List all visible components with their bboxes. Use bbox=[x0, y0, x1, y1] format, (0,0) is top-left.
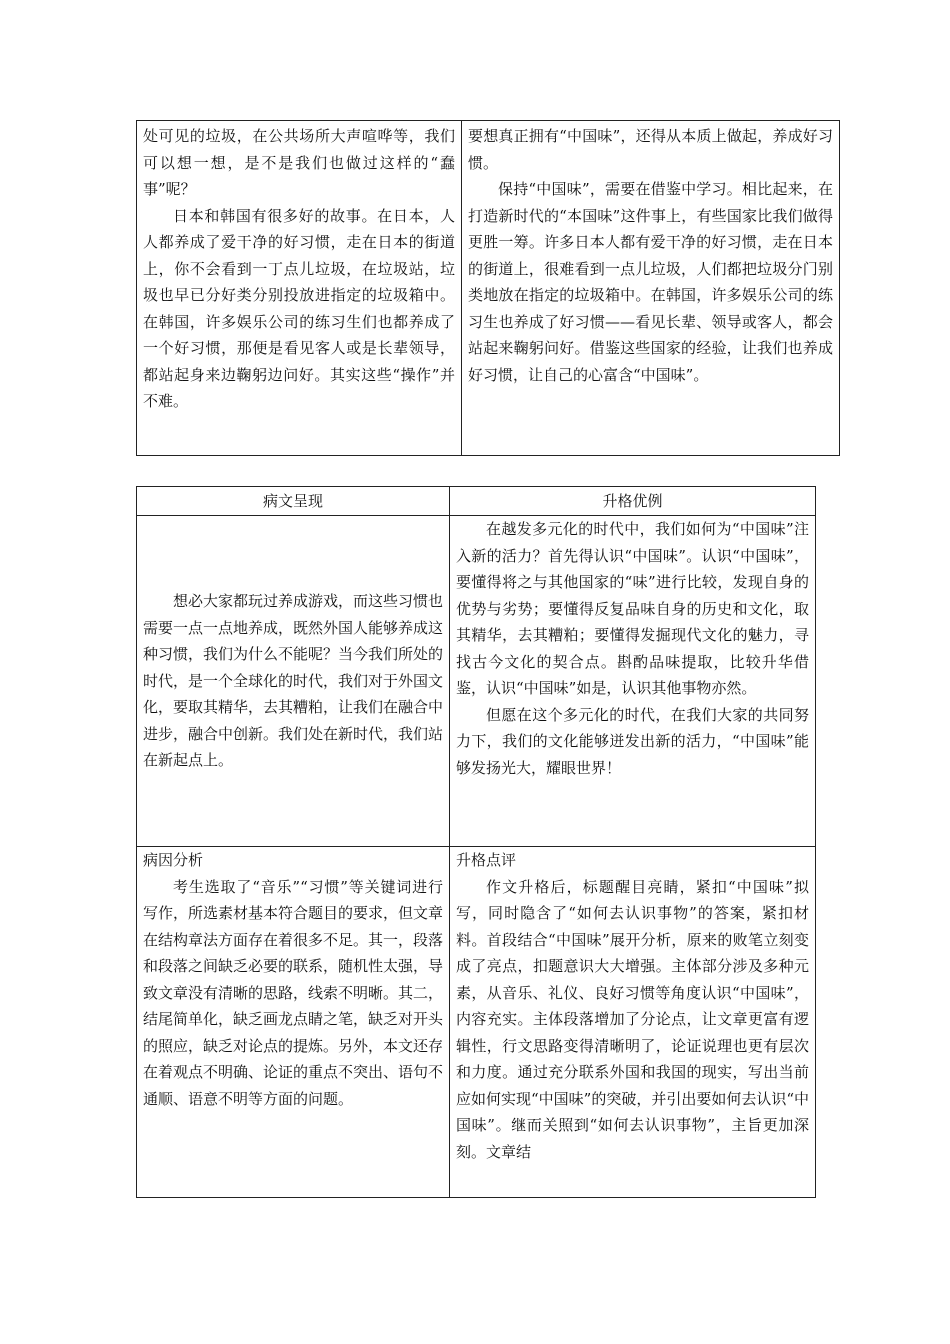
paragraph: 要想真正拥有“中国味”，还得从本质上做起，养成好习惯。 bbox=[468, 127, 833, 172]
improved-essay-cell bbox=[462, 121, 840, 456]
paragraph: 保持“中国味”，需要在借鉴中学习。相比起来，在打造新时代的“本国味”这件事上，有些国家比我们做得更胜一筹。许多日本人都有爱干净的好习惯，走在日本的街道上，很难看到一点儿垃圾，人们都把垃圾分门别类地放在指定的垃圾箱中。在韩国，许多娱乐公司的练习生也养成了好习惯——看见长辈、领导或客人，都会站起来鞠躬问好。借鉴这些国家的经验，让我们也养成好习惯，让自己的心富含“中国味”。 bbox=[468, 180, 833, 384]
paragraph: 想必大家都玩过养成游戏，而这些习惯也需要一点一点地养成，既然外国人能够养成这种习惯，我们为什么不能呢？当今我们所处的时代，是一个全球化的时代，我们对于外国文化，要取其精华，去其糟粕，让我们在融合中进步，融合中创新。我们处在新时代，我们站在新起点上。 bbox=[143, 592, 444, 770]
paragraph: 考生选取了“音乐”“习惯”等关键词进行写作，所选素材基本符合题目的要求，但文章在结构章法方面存在着很多不足。其一，段落和段落之间缺乏必要的联系，随机性太强，导致文章没有清晰的思路，线索不明晰。其二，结尾简单化，缺乏画龙点睛之笔，缺乏对开头的照应，缺乏对论点的提炼。另外，本文还存在着观点不明确、论证的重点不突出、语句不通顺、语意不明等方面的问题。 bbox=[143, 877, 444, 1108]
essay-comparison-table bbox=[136, 486, 816, 1198]
original-text-cell bbox=[137, 516, 450, 847]
paragraph: 在越发多元化的时代中，我们如何为“中国味”注入新的活力？首先得认识“中国味”。认识“中国味”，要懂得将之与其他国家的“味”进行比较，发现自身的优势与劣势；要懂得反复品味自身的历史和文化，取其精华，去其糟粕；要懂得发掘现代文化的魅力，寻找古今文化的契合点。斟酌品味提取，比较升华借鉴，认识“中国味”如是，认识其他事物亦然。 bbox=[456, 520, 809, 697]
paragraph: 日本和韩国有很多好的故事。在日本，人人都养成了爱干净的好习惯，走在日本的街道上，你不会看到一丁点儿垃圾，在垃圾站，垃圾也早已分好类分别投放进指定的垃圾箱中。在韩国，许多娱乐公司的练习生们也都养成了一个好习惯，那便是看见客人或是长辈领导，都站起身来边鞠躬边问好。其实这些“操作”并不难。 bbox=[143, 206, 455, 410]
header-improved: 升格优例 bbox=[450, 487, 816, 516]
paragraph: 但愿在这个多元化的时代，在我们大家的共同努力下，我们的文化能够迸发出新的活力，“中国味”能够发扬光大，耀眼世界！ bbox=[456, 705, 809, 777]
paragraph: 处可见的垃圾，在公共场所大声喧哗等，我们可以想一想，是不是我们也做过这样的“蠢事”呢？ bbox=[143, 127, 455, 198]
original-essay-cell bbox=[137, 121, 462, 456]
essay-table-continued bbox=[136, 120, 840, 456]
paragraph: 作文升格后，标题醒目亮睛，紧扣“中国味”拟写，同时隐含了“如何去认识事物”的答案，紧扣材料。首段结合“中国味”展开分析，原来的败笔立刻变成了亮点，扣题意识大大增强。主体部分涉及多种元素，从音乐、礼仪、良好习惯等角度认识“中国味”，内容充实。主体段落增加了分论点，让文章更富有逻辑性，行文思路变得清晰明了，论证说理也更有层次和力度。通过充分联系外国和我国的现实，写出当前应如何实现“中国味”的突破，并引出要如何去认识“中国味”。继而关照到“如何去认识事物”，主旨更加深刻。文章结 bbox=[456, 877, 810, 1161]
header-original: 病文呈现 bbox=[137, 487, 450, 516]
comment-cell bbox=[450, 847, 816, 1198]
comment-label: 升格点评 bbox=[456, 851, 517, 869]
analysis-label: 病因分析 bbox=[143, 851, 204, 869]
analysis-cell bbox=[137, 847, 450, 1198]
improved-example-cell bbox=[450, 516, 816, 847]
